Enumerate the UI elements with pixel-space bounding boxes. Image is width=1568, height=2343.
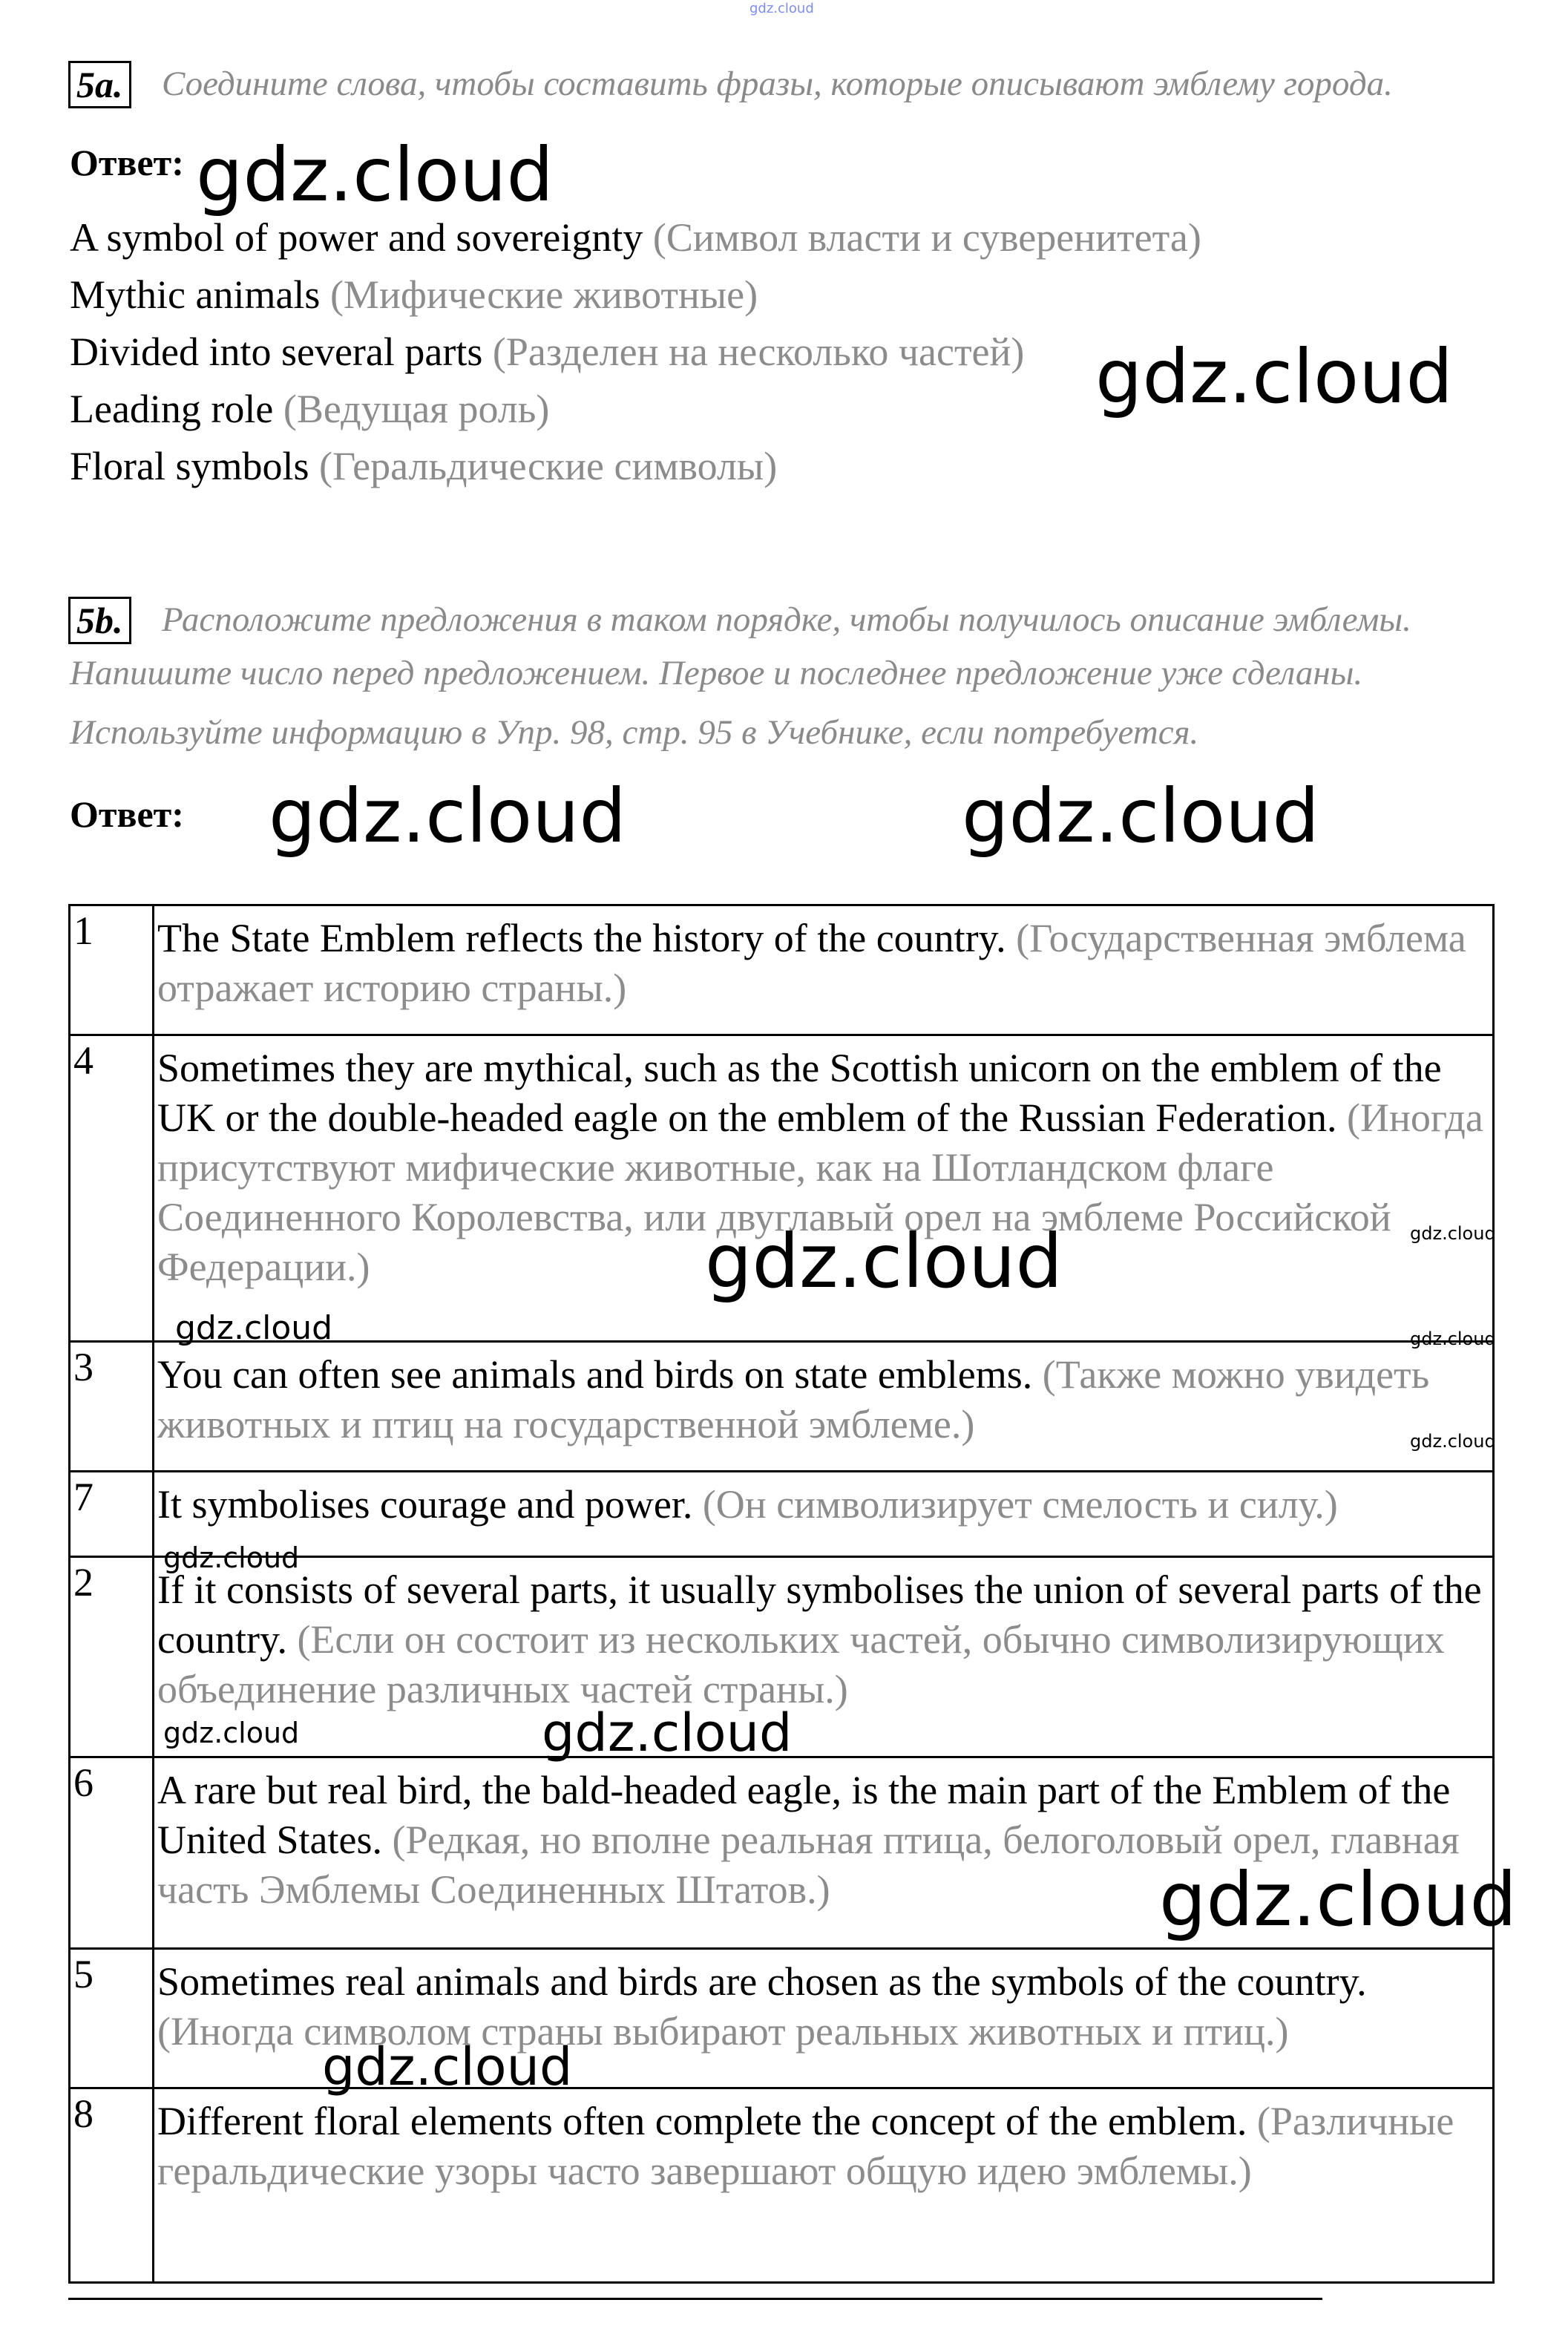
sentence-ru: (Иногда присутствуют мифические животные, как на Шотландском флаге Соединенного Королевства, или двуглавый орел на эмблеме Российской Федерации.)	[157, 1095, 1483, 1289]
phrase-ru: (Геральдические символы)	[319, 444, 778, 488]
sentence-ru: (Он символизирует смелость и силу.)	[702, 1482, 1338, 1527]
sentence-ru: (Редкая, но вполне реальная птица, белоголовый орел, главная часть Эмблемы Соединенных Штатов.)	[157, 1818, 1460, 1912]
order-table	[68, 904, 1495, 2284]
phrase-en: Mythic animals	[70, 272, 321, 317]
watermark: gdz.cloud	[1410, 1223, 1496, 1244]
task-5b-instruction-line: Используйте информацию в Упр. 98, стр. 95 в Учебнике, если потребуется.	[70, 713, 1199, 752]
sentence-cell	[154, 905, 1494, 1035]
task-5a-number: 5a.	[68, 61, 131, 108]
phrase-en: Divided into several parts	[70, 330, 483, 374]
table-row	[70, 1949, 1494, 2088]
phrase-en: Floral symbols	[70, 444, 309, 488]
watermark: gdz.cloud	[163, 1541, 300, 1574]
closing-rule	[68, 2298, 1322, 2300]
sentence-ru: (Также можно увидеть животных и птиц на государственной эмблеме.)	[157, 1352, 1430, 1446]
watermark: gdz.cloud	[1095, 333, 1454, 420]
watermark: gdz.cloud	[175, 1309, 333, 1347]
sentence-ru: (Если он состоит из нескольких частей, обычно символизирующих объединение различных частей страны.)	[157, 1617, 1445, 1711]
sentence-en: If it consists of several parts, it usually symbolises the union of several parts of the country.	[157, 1567, 1482, 1662]
order-number: 7	[70, 1472, 154, 1557]
sentence-cell	[154, 1557, 1494, 1763]
sentence-cell	[154, 1342, 1494, 1472]
order-number: 3	[70, 1342, 154, 1472]
order-number: 6	[70, 1757, 154, 1949]
phrase-item	[70, 266, 758, 323]
watermark: gdz.cloud	[1410, 1328, 1496, 1349]
watermark: gdz.cloud	[196, 131, 554, 218]
phrase-item	[70, 438, 777, 494]
phrase-en: Leading role	[70, 387, 274, 431]
answer-label-5a: Ответ:	[70, 142, 184, 183]
sentence-ru: (Различные геральдические узоры часто завершают общую идею эмблемы.)	[157, 2099, 1454, 2193]
table-row	[70, 2088, 1494, 2283]
order-number: 1	[70, 905, 154, 1035]
phrase-ru: (Мифические животные)	[329, 272, 758, 317]
sentence-en: The State Emblem reflects the history of the country.	[157, 916, 1006, 960]
sentence-en: A rare but real bird, the bald-headed eagle, is the main part of the Emblem of the United States.	[157, 1768, 1451, 1862]
phrase-item	[70, 324, 1024, 380]
answer-label-5b: Ответ:	[70, 793, 184, 835]
sentence-cell	[154, 1472, 1494, 1557]
watermark: gdz.cloud	[705, 1218, 1063, 1305]
watermark-top: gdz.cloud	[749, 1, 814, 16]
task-5a-instruction: Соедините слова, чтобы составить фразы, которые описывают эмблему города.	[162, 65, 1393, 103]
phrase-item	[70, 209, 1201, 266]
watermark: gdz.cloud	[163, 1717, 300, 1749]
sentence-ru: (Иногда символом страны выбирают реальных животных и птиц.)	[157, 2009, 1289, 2054]
watermark: gdz.cloud	[322, 2036, 573, 2097]
order-number: 4	[70, 1035, 154, 1342]
phrase-ru: (Символ власти и суверенитета)	[652, 215, 1201, 260]
sentence-en: Different floral elements often complete the concept of the emblem.	[157, 2099, 1247, 2143]
sentence-cell	[154, 2088, 1494, 2283]
task-5b-instruction-line: Расположите предложения в таком порядке, чтобы получилось описание эмблемы.	[162, 600, 1411, 639]
table-row	[70, 905, 1494, 1035]
phrase-en: A symbol of power and sovereignty	[70, 215, 643, 260]
order-number: 5	[70, 1949, 154, 2088]
sentence-en: It symbolises courage and power.	[157, 1482, 693, 1527]
watermark: gdz.cloud	[269, 773, 627, 859]
task-5b-number: 5b.	[68, 597, 131, 644]
order-number: 2	[70, 1557, 154, 1757]
table-row	[70, 1342, 1494, 1472]
sentence-en: Sometimes they are mythical, such as the Scottish unicorn on the emblem of the UK or the double-headed eagle on the emblem of the Russian Federation.	[157, 1046, 1442, 1140]
phrase-ru: (Разделен на несколько частей)	[492, 330, 1025, 374]
sentence-ru: (Государственная эмблема отражает историю страны.)	[157, 916, 1466, 1010]
sentence-en: You can often see animals and birds on state emblems.	[157, 1352, 1033, 1397]
watermark: gdz.cloud	[1410, 1431, 1496, 1452]
phrase-ru: (Ведущая роль)	[283, 387, 550, 431]
watermark: gdz.cloud	[962, 773, 1320, 859]
phrase-item	[70, 381, 549, 437]
sentence-en: Sometimes real animals and birds are chosen as the symbols of the country.	[157, 1959, 1367, 2004]
watermark: gdz.cloud	[542, 1703, 793, 1763]
order-number: 8	[70, 2088, 154, 2283]
watermark: gdz.cloud	[1159, 1856, 1518, 1943]
task-5b-instruction-line: Напишите число перед предложением. Первое и последнее предложение уже сделаны.	[70, 654, 1363, 692]
